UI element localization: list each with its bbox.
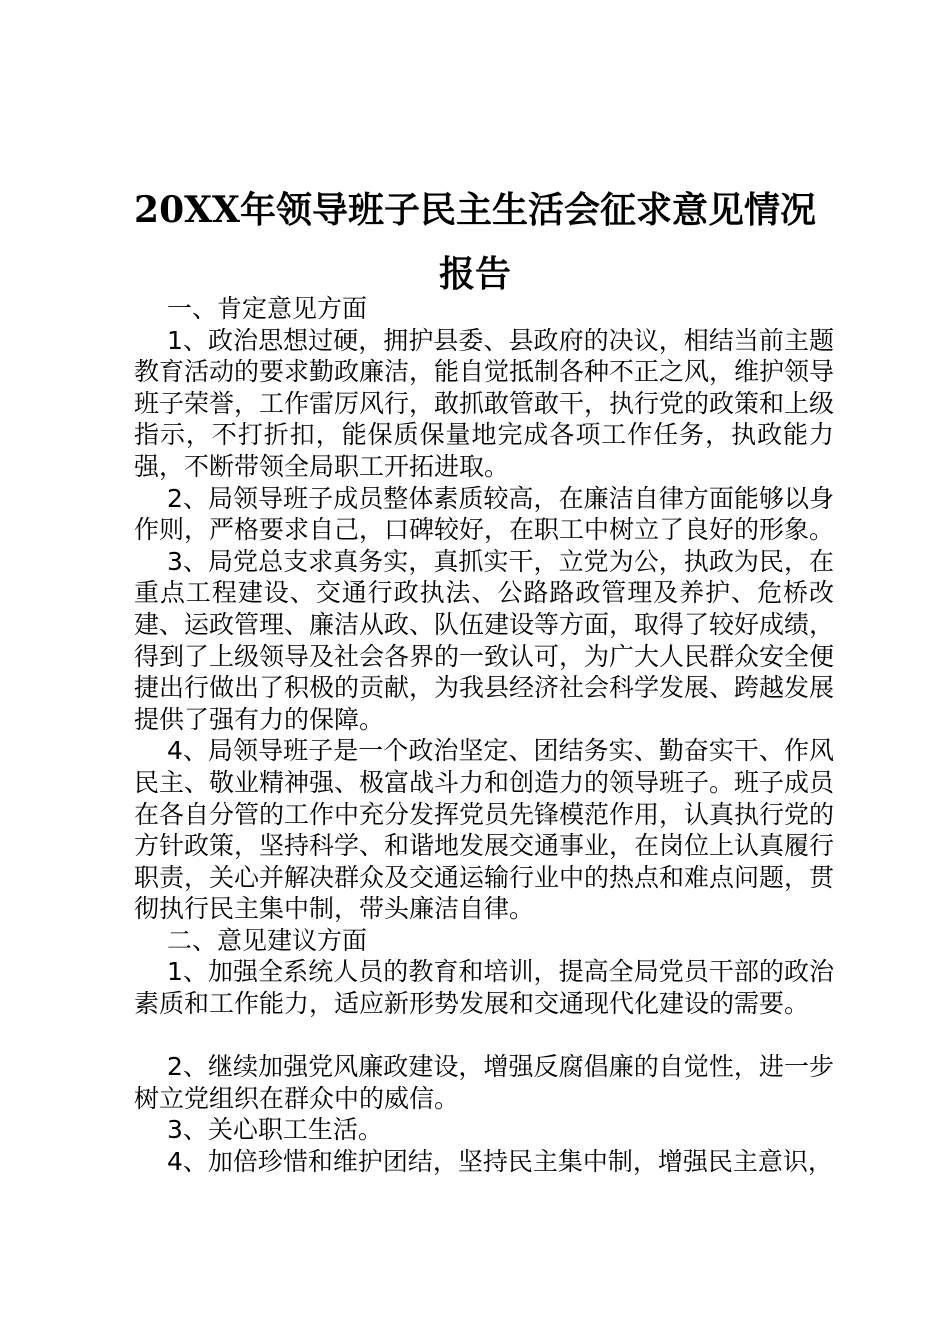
paragraph: 4、加倍珍惜和维护团结，坚持民主集中制，增强民主意识， xyxy=(167,1147,833,1177)
document-title: 20XX年领导班子民主生活会征求意见情况报告 xyxy=(134,189,816,295)
paragraph: 1、政治思想过硬，拥护县委、县政府的决议，相结当前主题教育活动的要求勤政廉洁，能自觉抵制各种不正之风，维护领导班子荣誉，工作雷厉风行，敢抓敢管敢干，执行党的政策和上级指示，不打折扣，能保质保量地完成各项工作任务，执政能力强，不断带领全局职工开拓进取。 xyxy=(134,325,835,481)
section-heading-affirmative: 一、肯定意见方面 xyxy=(167,294,368,323)
paragraph: 2、继续加强党风廉政建设，增强反腐倡廉的自觉性，进一步树立党组织在群众中的威信。 xyxy=(134,1052,834,1113)
paragraph: 4、局领导班子是一个政治坚定、团结务实、勤奋实干、作风民主、敬业精神强、极富战斗力和创造力的领导班子。班子成员在各自分管的工作中充分发挥党员先锋模范作用，认真执行党的方针政策，坚持科学、和谐地发展交通事业，在岗位上认真履行职责，关心并解决群众及交通运输行业中的热点和难点问题，贯彻执行民主集中制，带头廉洁自律。 xyxy=(134,736,835,924)
paragraph: 3、局党总支求真务实，真抓实干，立党为公，执政为民，在重点工程建设、交通行政执法、公路路政管理及养护、危桥改建、运政管理、廉洁从政、队伍建设等方面，取得了较好成绩，得到了上级领导及社会各界的一致认可，为广大人民群众安全便捷出行做出了积极的贡献，为我县经济社会科学发展、跨越发展提供了强有力的保障。 xyxy=(134,546,835,734)
paragraph: 1、加强全系统人员的教育和培训，提高全局党员干部的政治素质和工作能力，适应新形势发展和交通现代化建设的需要。 xyxy=(134,957,834,1019)
paragraph: 2、局领导班子成员整体素质较高，在廉洁自律方面能够以身作则，严格要求自己，口碑较好，在职工中树立了良好的形象。 xyxy=(134,483,835,545)
paragraph: 3、关心职工生活。 xyxy=(167,1115,383,1145)
section-heading-suggestions: 二、意见建议方面 xyxy=(167,925,368,955)
document-body xyxy=(134,293,834,1178)
